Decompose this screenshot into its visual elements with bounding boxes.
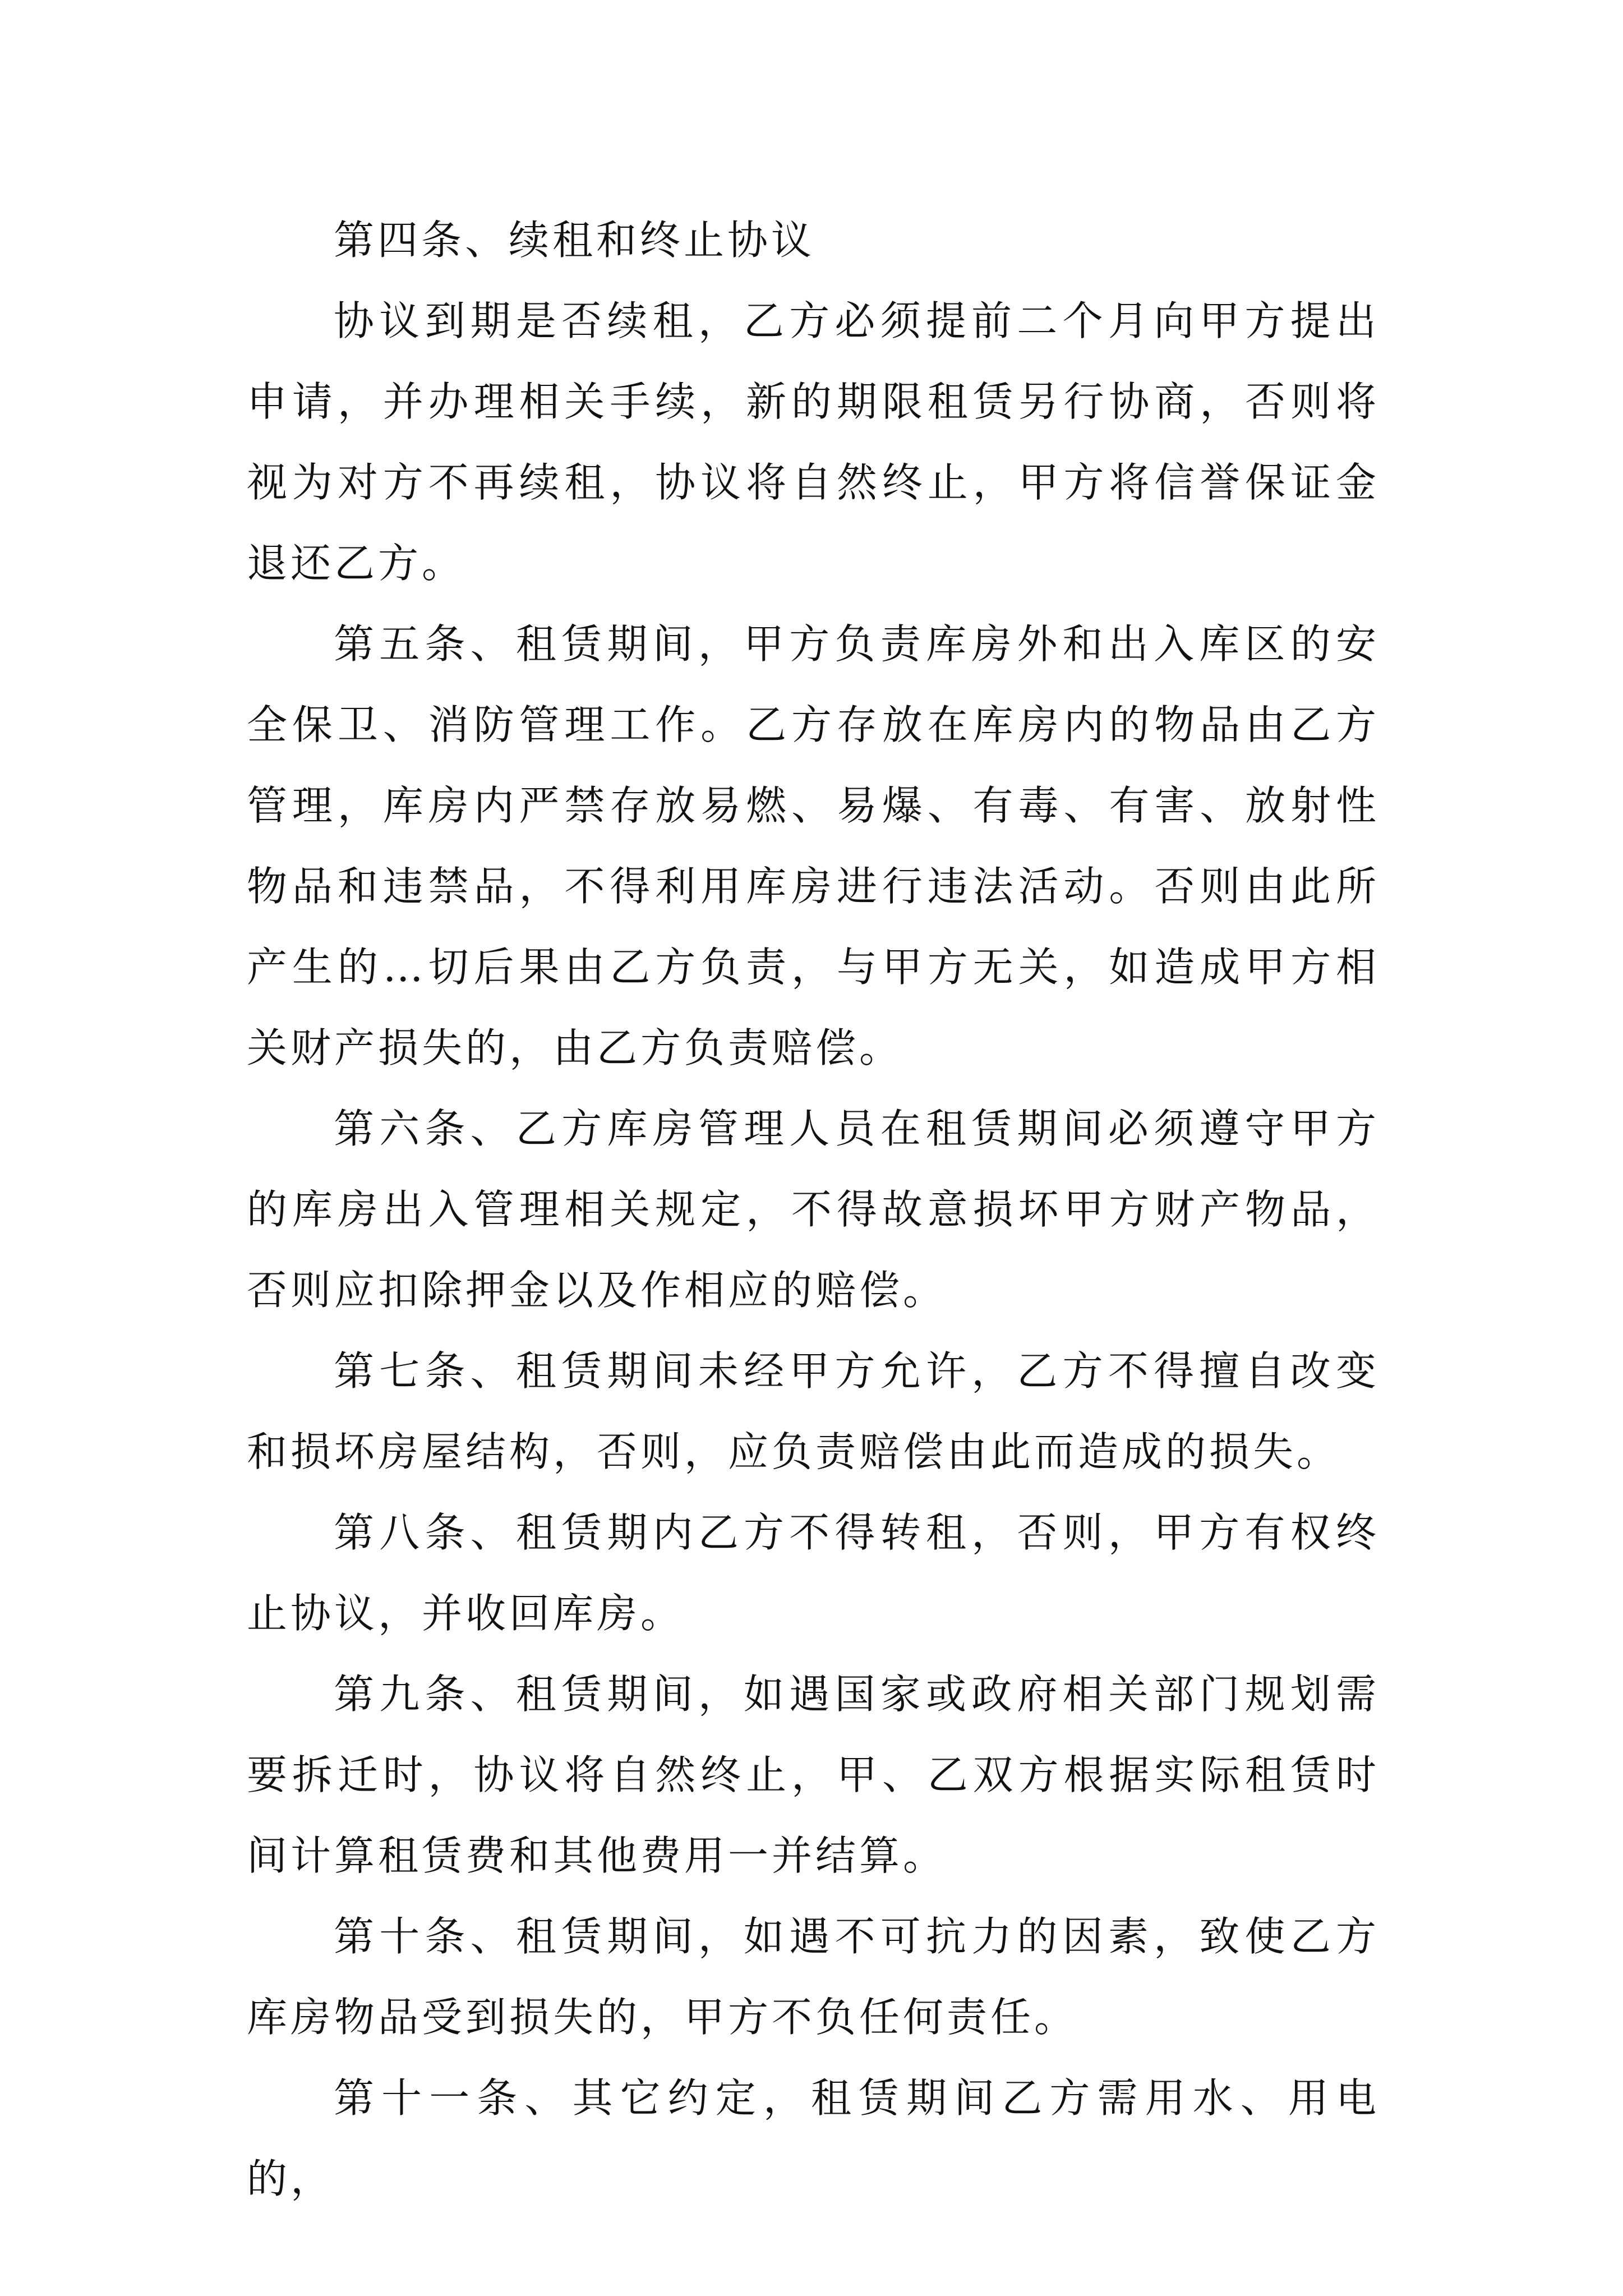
document-body <box>247 200 1380 2219</box>
article-8-paragraph: 第八条、租赁期内乙方不得转租，否则，甲方有权终止协议，并收回库房。 <box>247 1509 1380 1637</box>
article-9-paragraph: 第九条、租赁期间，如遇国家或政府相关部门规划需要拆迁时，协议将自然终止，甲、乙双方根据实际租赁时间计算租赁费和其他费用一并结算。 <box>247 1671 1380 1879</box>
article-4-paragraph: 协议到期是否续租，乙方必须提前二个月向甲方提出申请，并办理相关手续，新的期限租赁另行协商，否则将视为对方不再续租，协议将自然终止，甲方将信誉保证金退还乙方。 <box>247 297 1380 587</box>
article-7-paragraph: 第七条、租赁期间未经甲方允许，乙方不得擅自改变和损坏房屋结构，否则，应负责赔偿由此而造成的损失。 <box>247 1347 1380 1475</box>
article-4-heading: 第四条、续租和终止协议 <box>334 217 815 264</box>
article-6-paragraph: 第六条、乙方库房管理人员在租赁期间必须遵守甲方的库房出入管理相关规定，不得故意损坏甲方财产物品，否则应扣除押金以及作相应的赔偿。 <box>247 1105 1380 1314</box>
article-11-paragraph: 第十一条、其它约定，租赁期间乙方需用水、用电的， <box>247 2074 1380 2202</box>
article-10-paragraph: 第十条、租赁期间，如遇不可抗力的因素，致使乙方库房物品受到损失的，甲方不负任何责任。 <box>247 1913 1380 2041</box>
article-5-paragraph: 第五条、租赁期间，甲方负责库房外和出入库区的安全保卫、消防管理工作。乙方存放在库房内的物品由乙方管理，库房内严禁存放易燃、易爆、有毒、有害、放射性物品和违禁品，不得利用库房进行违法活动。否则由此所产生的…切后果由乙方负责，与甲方无关，如造成甲方相关财产损失的，由乙方负责赔偿。 <box>247 620 1380 1071</box>
